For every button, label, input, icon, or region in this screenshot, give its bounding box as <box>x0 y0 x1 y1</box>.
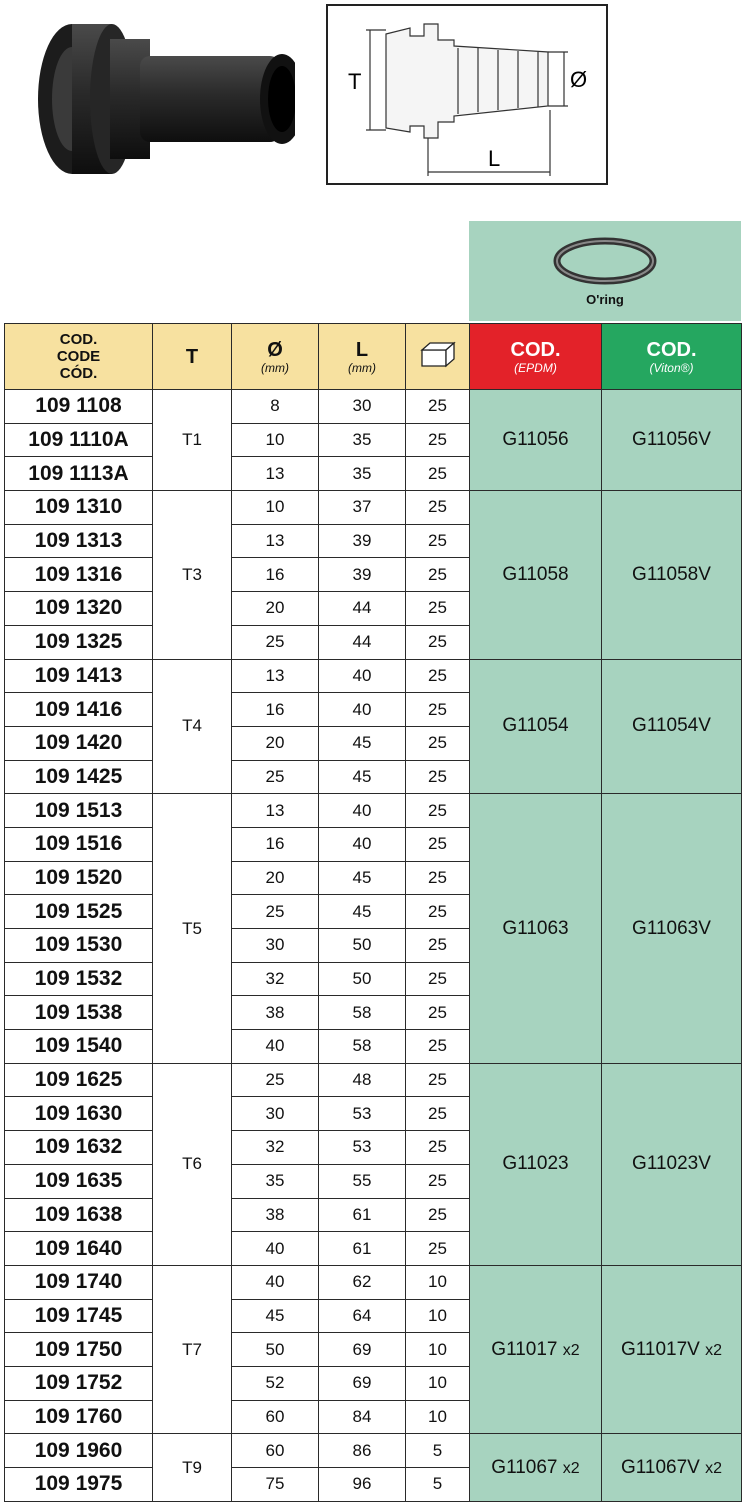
product-code: 109 1640 <box>5 1232 153 1266</box>
package-qty: 25 <box>406 457 470 491</box>
diameter-mm: 60 <box>232 1434 319 1468</box>
table-row <box>5 1265 742 1299</box>
diameter-mm: 32 <box>232 1131 319 1165</box>
epdm-oring-code <box>470 1063 602 1265</box>
package-qty: 10 <box>406 1265 470 1299</box>
package-qty: 25 <box>406 625 470 659</box>
product-code: 109 1625 <box>5 1063 153 1097</box>
product-code: 109 1638 <box>5 1198 153 1232</box>
epdm-code-text: G11056 <box>502 429 569 451</box>
length-mm: 64 <box>319 1299 406 1333</box>
package-qty: 25 <box>406 390 470 424</box>
quantity-suffix: x2 <box>705 1459 723 1477</box>
package-qty: 25 <box>406 491 470 525</box>
product-code: 109 1752 <box>5 1366 153 1400</box>
package-qty: 10 <box>406 1299 470 1333</box>
diameter-mm: 60 <box>232 1400 319 1434</box>
diameter-mm: 40 <box>232 1030 319 1064</box>
header-length: L (mm) <box>319 324 406 390</box>
product-code: 109 1532 <box>5 962 153 996</box>
epdm-code-text: G11063 <box>502 917 569 939</box>
epdm-code-text: G11054 <box>502 715 569 737</box>
package-qty: 25 <box>406 423 470 457</box>
epdm-code-text: G11023 <box>502 1153 569 1175</box>
length-mm: 35 <box>319 423 406 457</box>
epdm-oring-code <box>470 1434 602 1501</box>
length-mm: 44 <box>319 592 406 626</box>
epdm-code-text: G11067 <box>491 1456 558 1478</box>
quantity-suffix: x2 <box>562 1341 580 1359</box>
thread-size: T4 <box>153 659 232 794</box>
length-mm: 40 <box>319 794 406 828</box>
length-mm: 53 <box>319 1131 406 1165</box>
length-mm: 39 <box>319 558 406 592</box>
package-qty: 25 <box>406 659 470 693</box>
diameter-mm: 75 <box>232 1468 319 1502</box>
header-t: T <box>153 324 232 390</box>
package-qty: 10 <box>406 1400 470 1434</box>
package-qty: 25 <box>406 524 470 558</box>
viton-oring-code <box>602 1434 742 1501</box>
diameter-mm: 20 <box>232 726 319 760</box>
length-mm: 35 <box>319 457 406 491</box>
viton-oring-code <box>602 1063 742 1265</box>
length-mm: 39 <box>319 524 406 558</box>
viton-oring-code <box>602 491 742 659</box>
product-code: 109 1540 <box>5 1030 153 1064</box>
thread-size: T6 <box>153 1063 232 1265</box>
diameter-mm: 38 <box>232 1198 319 1232</box>
product-code: 109 1110A <box>5 423 153 457</box>
viton-code-text: G11054V <box>632 715 711 737</box>
product-code: 109 1310 <box>5 491 153 525</box>
product-code: 109 1316 <box>5 558 153 592</box>
length-mm: 45 <box>319 726 406 760</box>
epdm-code-text: G11058 <box>502 563 569 585</box>
package-qty: 25 <box>406 1030 470 1064</box>
diameter-mm: 50 <box>232 1333 319 1367</box>
length-mm: 96 <box>319 1468 406 1502</box>
viton-code-text: G11058V <box>632 563 711 585</box>
length-mm: 53 <box>319 1097 406 1131</box>
length-mm: 44 <box>319 625 406 659</box>
length-mm: 84 <box>319 1400 406 1434</box>
diameter-mm: 13 <box>232 659 319 693</box>
length-mm: 40 <box>319 827 406 861</box>
header-epdm: COD. (EPDM) <box>470 324 602 390</box>
package-qty: 25 <box>406 693 470 727</box>
length-mm: 62 <box>319 1265 406 1299</box>
product-code: 109 1413 <box>5 659 153 693</box>
diameter-mm: 13 <box>232 794 319 828</box>
length-mm: 50 <box>319 929 406 963</box>
thread-size: T3 <box>153 491 232 659</box>
length-mm: 45 <box>319 861 406 895</box>
product-code: 109 1113A <box>5 457 153 491</box>
package-qty: 25 <box>406 929 470 963</box>
diameter-mm: 25 <box>232 760 319 794</box>
diagram-label-t: T <box>348 69 362 94</box>
product-code: 109 1975 <box>5 1468 153 1502</box>
thread-size: T1 <box>153 390 232 491</box>
length-mm: 30 <box>319 390 406 424</box>
epdm-oring-code <box>470 794 602 1064</box>
diameter-mm: 30 <box>232 1097 319 1131</box>
table-row <box>5 659 742 693</box>
package-qty: 25 <box>406 592 470 626</box>
diameter-mm: 45 <box>232 1299 319 1333</box>
product-table <box>4 323 742 1502</box>
diagram-label-diameter: Ø <box>570 67 588 92</box>
quantity-suffix: x2 <box>562 1459 580 1477</box>
table-row <box>5 1063 742 1097</box>
table-row <box>5 491 742 525</box>
product-code: 109 1760 <box>5 1400 153 1434</box>
package-qty: 25 <box>406 895 470 929</box>
header-code: COD. CODE CÓD. <box>5 324 153 390</box>
length-mm: 86 <box>319 1434 406 1468</box>
viton-code-text: G11023V <box>632 1153 711 1175</box>
package-qty: 25 <box>406 1131 470 1165</box>
product-code: 109 1420 <box>5 726 153 760</box>
header-viton: COD. (Viton®) <box>602 324 742 390</box>
diameter-mm: 16 <box>232 827 319 861</box>
product-code: 109 1108 <box>5 390 153 424</box>
oring-header <box>469 221 741 321</box>
diameter-mm: 13 <box>232 457 319 491</box>
epdm-code-text: G11017 <box>491 1338 558 1360</box>
product-code: 109 1530 <box>5 929 153 963</box>
product-code: 109 1313 <box>5 524 153 558</box>
header-diameter: Ø (mm) <box>232 324 319 390</box>
length-mm: 55 <box>319 1164 406 1198</box>
dimension-diagram <box>326 4 608 185</box>
diameter-mm: 38 <box>232 996 319 1030</box>
product-code: 109 1538 <box>5 996 153 1030</box>
viton-code-text: G11056V <box>632 429 711 451</box>
viton-code-text: G11063V <box>632 917 711 939</box>
length-mm: 58 <box>319 1030 406 1064</box>
viton-code-text: G11067V <box>620 1456 700 1478</box>
package-qty: 25 <box>406 962 470 996</box>
product-code: 109 1416 <box>5 693 153 727</box>
product-photo <box>20 4 295 204</box>
package-qty: 25 <box>406 558 470 592</box>
diameter-mm: 25 <box>232 895 319 929</box>
length-mm: 48 <box>319 1063 406 1097</box>
diameter-mm: 20 <box>232 592 319 626</box>
diameter-mm: 10 <box>232 423 319 457</box>
epdm-oring-code <box>470 659 602 794</box>
package-qty: 25 <box>406 827 470 861</box>
package-qty: 25 <box>406 861 470 895</box>
product-code: 109 1635 <box>5 1164 153 1198</box>
diameter-mm: 8 <box>232 390 319 424</box>
viton-oring-code <box>602 390 742 491</box>
length-mm: 61 <box>319 1198 406 1232</box>
package-qty: 5 <box>406 1434 470 1468</box>
length-mm: 69 <box>319 1366 406 1400</box>
diameter-mm: 10 <box>232 491 319 525</box>
package-qty: 25 <box>406 1097 470 1131</box>
diameter-mm: 30 <box>232 929 319 963</box>
thread-size: T5 <box>153 794 232 1064</box>
package-qty: 25 <box>406 1063 470 1097</box>
length-mm: 37 <box>319 491 406 525</box>
epdm-oring-code <box>470 390 602 491</box>
oring-icon <box>553 235 657 287</box>
quantity-suffix: x2 <box>705 1341 723 1359</box>
diameter-mm: 40 <box>232 1265 319 1299</box>
package-qty: 25 <box>406 1164 470 1198</box>
viton-code-text: G11017V <box>620 1338 700 1360</box>
diameter-mm: 40 <box>232 1232 319 1266</box>
package-qty: 25 <box>406 760 470 794</box>
epdm-oring-code <box>470 491 602 659</box>
product-code: 109 1516 <box>5 827 153 861</box>
diameter-mm: 16 <box>232 693 319 727</box>
thread-size: T9 <box>153 1434 232 1501</box>
product-code: 109 1513 <box>5 794 153 828</box>
product-code: 109 1425 <box>5 760 153 794</box>
epdm-oring-code <box>470 1265 602 1433</box>
length-mm: 61 <box>319 1232 406 1266</box>
table-row <box>5 794 742 828</box>
length-mm: 40 <box>319 693 406 727</box>
header-package <box>406 324 470 390</box>
table-row <box>5 390 742 424</box>
viton-oring-code <box>602 659 742 794</box>
product-code: 109 1750 <box>5 1333 153 1367</box>
viton-oring-code <box>602 794 742 1064</box>
diameter-mm: 20 <box>232 861 319 895</box>
product-code: 109 1630 <box>5 1097 153 1131</box>
product-code: 109 1960 <box>5 1434 153 1468</box>
length-mm: 40 <box>319 659 406 693</box>
package-qty: 10 <box>406 1333 470 1367</box>
diagram-label-l: L <box>488 146 501 171</box>
product-code: 109 1632 <box>5 1131 153 1165</box>
product-code: 109 1745 <box>5 1299 153 1333</box>
package-qty: 25 <box>406 996 470 1030</box>
diameter-mm: 52 <box>232 1366 319 1400</box>
diameter-mm: 35 <box>232 1164 319 1198</box>
product-code: 109 1525 <box>5 895 153 929</box>
package-qty: 25 <box>406 726 470 760</box>
diameter-mm: 13 <box>232 524 319 558</box>
package-qty: 25 <box>406 1198 470 1232</box>
diameter-mm: 32 <box>232 962 319 996</box>
length-mm: 45 <box>319 760 406 794</box>
diameter-mm: 25 <box>232 625 319 659</box>
product-code: 109 1520 <box>5 861 153 895</box>
viton-oring-code <box>602 1265 742 1433</box>
length-mm: 69 <box>319 1333 406 1367</box>
package-qty: 25 <box>406 1232 470 1266</box>
product-code: 109 1325 <box>5 625 153 659</box>
product-code: 109 1320 <box>5 592 153 626</box>
table-row <box>5 1434 742 1468</box>
oring-label: O'ring <box>586 292 624 307</box>
length-mm: 45 <box>319 895 406 929</box>
diameter-mm: 16 <box>232 558 319 592</box>
product-code: 109 1740 <box>5 1265 153 1299</box>
length-mm: 50 <box>319 962 406 996</box>
package-qty: 10 <box>406 1366 470 1400</box>
length-mm: 58 <box>319 996 406 1030</box>
thread-size: T7 <box>153 1265 232 1433</box>
package-qty: 5 <box>406 1468 470 1502</box>
package-qty: 25 <box>406 794 470 828</box>
diameter-mm: 25 <box>232 1063 319 1097</box>
box-icon <box>419 340 457 368</box>
